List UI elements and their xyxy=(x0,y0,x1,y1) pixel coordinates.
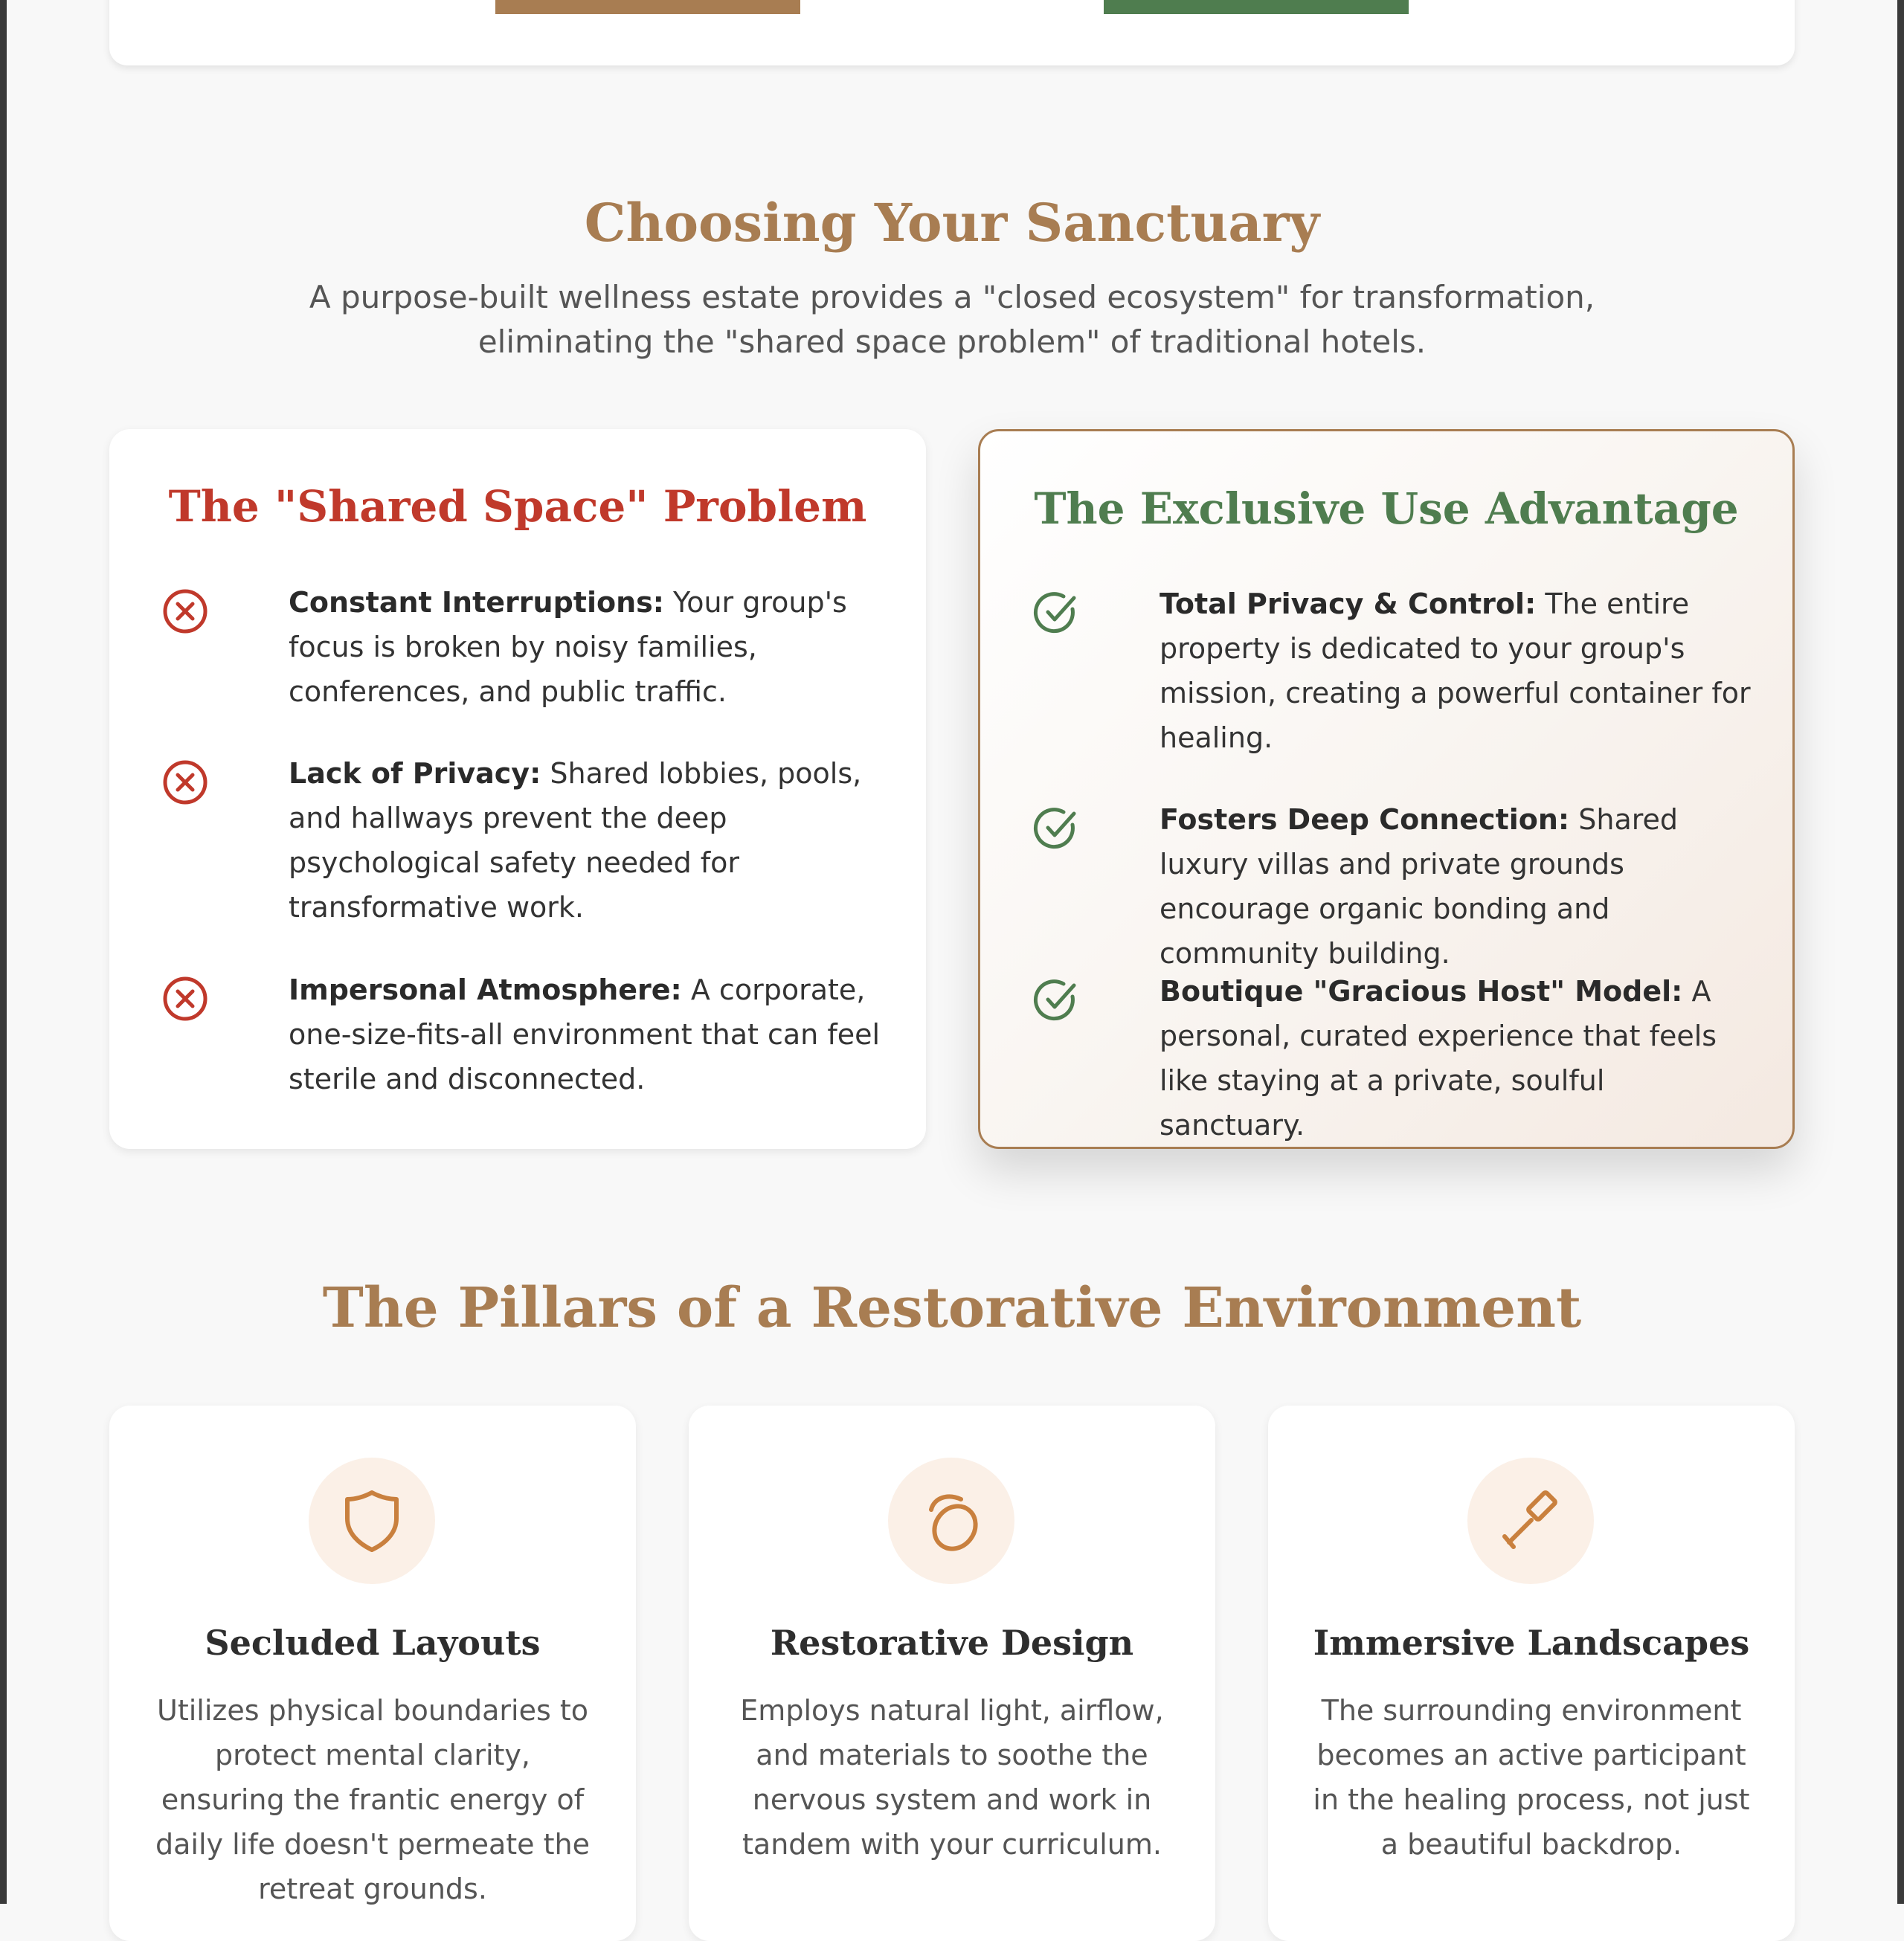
shared-space-problem-card xyxy=(109,429,926,1149)
window-right-edge xyxy=(1897,0,1904,1904)
list-item-text xyxy=(1160,797,1755,976)
list-item-body: A personal, curated experience that feels like staying at a private, soulful sanctuary. xyxy=(1160,975,1717,1142)
pillar-description: Utilizes physical boundaries to protect mental clarity, ensuring the frantic energy of daily life doesn't permeate the retreat grounds. xyxy=(155,1694,590,1905)
pillar-icon-circle xyxy=(1467,1458,1594,1584)
list-item-heading: Impersonal Atmosphere: xyxy=(289,973,682,1006)
x-circle-icon xyxy=(161,759,209,806)
list-item-heading: Lack of Privacy: xyxy=(289,757,541,790)
problem-card-title: The "Shared Space" Problem xyxy=(168,481,867,532)
list-item-text xyxy=(289,751,884,930)
pillar-description: The surrounding environment becomes an active participant in the healing process, not just a beautiful backdrop. xyxy=(1313,1694,1750,1861)
list-item-heading: Constant Interruptions: xyxy=(289,586,664,619)
pillar-icon-circle xyxy=(888,1458,1014,1584)
pillars-title: The Pillars of a Restorative Environment xyxy=(322,1276,1582,1340)
shield-icon xyxy=(338,1487,405,1554)
pillar-card-secluded-layouts xyxy=(109,1406,636,1941)
green-bar xyxy=(1104,0,1409,14)
pillar-description: Employs natural light, airflow, and materials to soothe the nervous system and work in tandem with your curriculum. xyxy=(740,1694,1164,1861)
brush-icon xyxy=(1497,1487,1564,1554)
check-circle-icon xyxy=(1032,976,1080,1024)
list-item-text xyxy=(289,580,884,714)
pillar-title: Secluded Layouts xyxy=(205,1623,541,1663)
list-item-body: A corporate, one-size-fits-all environment that can feel sterile and disconnected. xyxy=(289,973,881,1095)
check-circle-icon xyxy=(1032,589,1080,637)
list-item-body: Shared luxury villas and private grounds encourage organic bonding and community building. xyxy=(1160,803,1679,970)
list-item-heading: Fosters Deep Connection: xyxy=(1160,803,1570,836)
pillar-card-immersive-landscapes xyxy=(1268,1406,1795,1941)
list-item-body: The entire property is dedicated to your group's mission, creating a powerful container for healing. xyxy=(1160,588,1751,754)
list-item-text xyxy=(289,968,884,1101)
previous-section-card xyxy=(109,0,1795,65)
list-item-text xyxy=(1160,582,1755,760)
pillar-icon-circle xyxy=(309,1458,435,1584)
list-item-body: Your group's focus is broken by noisy families, conferences, and public traffic. xyxy=(289,586,847,708)
list-item-heading: Total Privacy & Control: xyxy=(1160,588,1537,620)
list-item-heading: Boutique "Gracious Host" Model: xyxy=(1160,975,1683,1008)
advantage-card-title: The Exclusive Use Advantage xyxy=(1034,483,1739,534)
sanctuary-title: Choosing Your Sanctuary xyxy=(584,192,1320,254)
list-item-body: Shared lobbies, pools, and hallways prevent the deep psychological safety needed for transformative work. xyxy=(289,757,862,924)
pillar-title: Restorative Design xyxy=(770,1623,1134,1663)
x-circle-icon xyxy=(161,588,209,635)
pillar-card-restorative-design xyxy=(689,1406,1215,1941)
list-item-text xyxy=(1160,969,1755,1147)
window-left-edge xyxy=(0,0,7,1904)
pillar-title: Immersive Landscapes xyxy=(1313,1623,1750,1663)
x-circle-icon xyxy=(161,975,209,1023)
tan-bar xyxy=(495,0,800,14)
check-circle-icon xyxy=(1032,805,1080,852)
exclusive-use-advantage-card xyxy=(978,429,1795,1149)
apple-icon xyxy=(918,1487,985,1554)
sanctuary-subtitle: A purpose-built wellness estate provides a "closed ecosystem" for transformation, eliminating the "shared space problem" of traditional hotels. xyxy=(309,279,1595,360)
